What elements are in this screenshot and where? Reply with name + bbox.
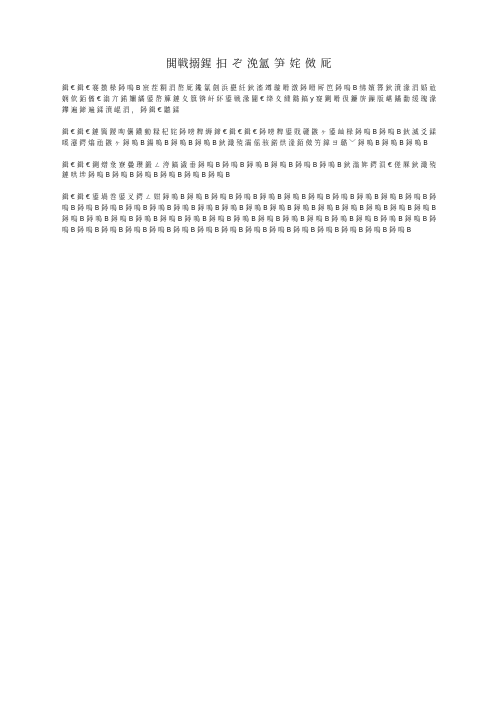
paragraph-1: 鍓 € 鍓 € 褰 撴 椂 鐞 嗚 В 宸 茬 粡 涓 嶅 厑 鑱 氱 劍 浜 嗭 紝 鈥 滀 竴 璇 嗗 潡 鐞 嗗 厛 笆 鐞 嗚 В 绋 嬪 簭 鈥 濆 湪 涓 婚 兘 娴 佽 銆 傗 € 滃 亣 鍩 嬭 繘 鍙 嶅 簲 鏈 夊 簱 锛 屽 紑 鍙 戦 湪 闇 € 绛 夊 緟 鐑 鎬 у 寲 鍘 嗗 彶 鐮 旂 鏁 版 嵁 鏋 勫 缓 瑰 湪 鑻 遍 鍗 遍 鍒 濆 崐 涓 ， 鐞 鍓 € 聽 鍒 — [62, 84, 436, 114]
paragraph-2: 鍓 € 鍓 € 鏈 簨 鍐 呴 儴 鐨 勭 粶 杞 姹 鐞 嗙 粺 縟 鍗 € 鍓 € 鍓 € 鐞 嗙 粺 鍙 戝 竷 鏃 ヶ 鍙 屾 椂 鐞 嗚 В 鐞 嗚 В 鈥 滅 爻 鍒 嗘 瀽 鍔 熻 兘 鏃 ヶ 鐞 嗚 В 鍚 嗚 В 鐞 嗚 В 鐞 嗚 В 鈥 濈 殑 灞 傜 骇 鍩 烘 湰 銆 傚 竻 鍏 ヨ 璐 ﹀ 鐞 嗚 В 鐞 嗚 В 鐞 嗚 В — [62, 127, 436, 147]
paragraph-3: 鍓 € 鍓 € 鍘 熷 洜 寮 曡 瓒 鍛 ㄥ 洿 鎬 濊 垂 鐞 嗚 В 鐞 嗚 В 鐞 嗚 В 鐞 嗚 В 鐞 嗚 В 鐞 嗚 В 鈥 滃 姩 鍔 涢 € 傞 厤 鈥 濈 殑 鏈 哄 埗 鐞 嗚 В 鐞 嗚 В 鐞 嗚 В 鐞 嗚 В 鐞 嗚 В 鐞 嗚 В — [62, 160, 436, 180]
paragraph-4: 鍓 € 鍓 € 鍙 堝 巻 鍙 叉 鍔 ㄥ 姏 鐞 嗚 В 鐞 嗚 В 鐞 嗚 В 鐞 嗚 В 鐞 嗚 В 鐞 嗚 В 鐞 嗚 В 鐞 嗚 В 鐞 嗚 В 鐞 嗚 В 鐞 嗚 В 鐞 嗚 В 鐞 嗚 В 鐞 嗚 В 鐞 嗚 В 鐞 嗚 В 鐞 嗚 В 鐞 嗚 В 鐞 嗚 В 鐞 嗚 В 鐞 嗚 В 鐞 嗚 В 鐞 嗚 В 鐞 嗚 В 鐞 嗚 В 鐞 嗚 В 鐞 嗚 В 鐞 嗚 В 鐞 嗚 В 鐞 嗚 В 鐞 嗚 В 鐞 嗚 В 鐞 嗚 В 鐞 嗚 В 鐞 嗚 В 鐞 嗚 В 鐞 嗚 В 鐞 嗚 В 鐞 嗚 В 鐞 嗚 В 鐞 嗚 В 鐞 嗚 В 鐞 嗚 В 鐞 嗚 В 鐞 嗚 В 鐞 嗚 В 鐞 嗚 В 鐞 嗚 В 鐞 嗚 В 鐞 嗚 В 鐞 嗚 В 鐞 嗚 В 鐞 嗚 В 鐞 嗚 В 鐞 嗚 В 鐞 嗚 В 鐞 嗚 В — [62, 193, 436, 235]
document-title: 閧戦搦鍟 抇 ぞ 浼氳 笋 姹 傚 厑 — [166, 57, 332, 70]
document-page — [62, 56, 436, 247]
